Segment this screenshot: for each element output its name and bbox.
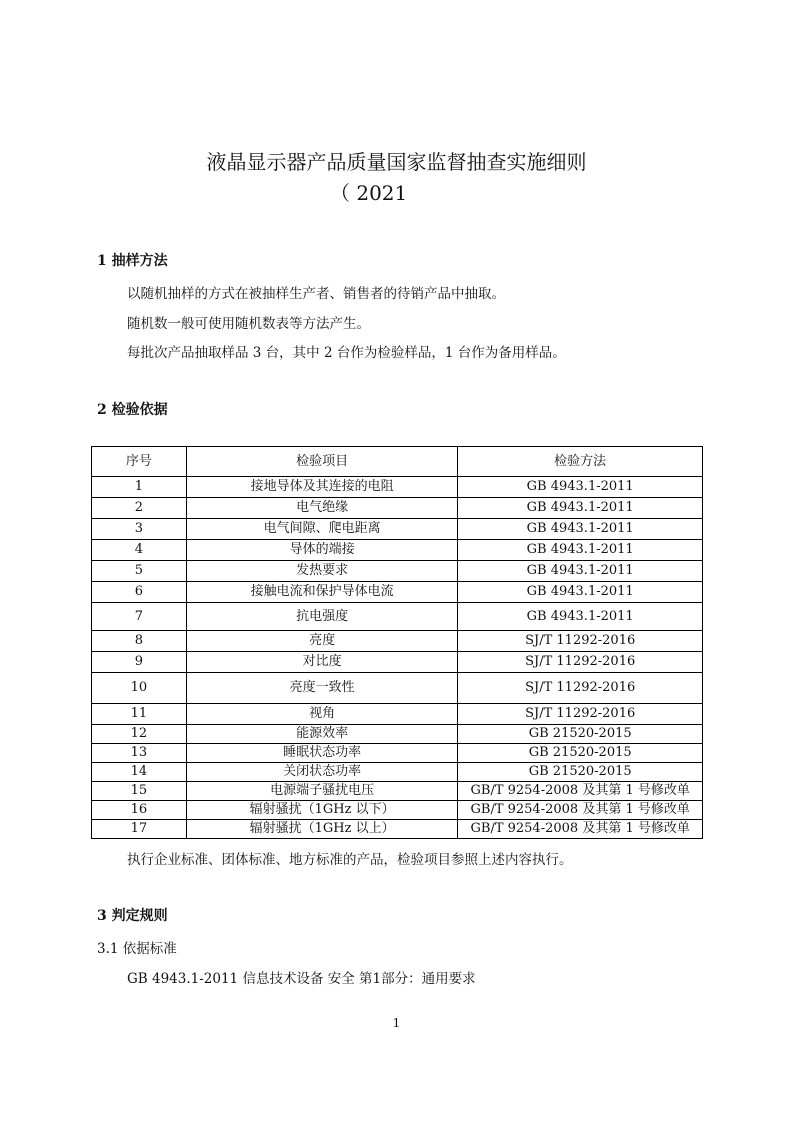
method-cell: GB 4943.1-2011 — [458, 582, 703, 603]
header-cell: 检验项目 — [186, 447, 458, 477]
table-row — [92, 603, 703, 631]
header-cell: 序号 — [92, 447, 187, 477]
item-cell: 关闭状态功率 — [186, 763, 458, 782]
method-cell: GB 21520-2015 — [458, 763, 703, 782]
section-2-heading: 2 检验依据 — [97, 402, 168, 418]
row-number-cell: 1 — [92, 477, 187, 498]
table-row — [92, 782, 703, 801]
row-number-cell: 6 — [92, 582, 187, 603]
item-cell: 能源效率 — [186, 725, 458, 744]
table-row — [92, 725, 703, 744]
item-cell: 电源端子骚扰电压 — [186, 782, 458, 801]
item-cell: 抗电强度 — [186, 603, 458, 631]
table-row — [92, 540, 703, 561]
method-cell: GB/T 9254-2008 及其第 1 号修改单 — [458, 801, 703, 820]
section-3-heading: 3 判定规则 — [97, 908, 168, 924]
table-row — [92, 519, 703, 540]
section-3-1-heading: 3.1 依据标准 — [97, 941, 177, 957]
row-number-cell: 9 — [92, 652, 187, 673]
table-row — [92, 631, 703, 652]
method-cell: GB 21520-2015 — [458, 744, 703, 763]
table-row — [92, 673, 703, 704]
table-row — [92, 763, 703, 782]
item-cell: 发热要求 — [186, 561, 458, 582]
row-number-cell: 4 — [92, 540, 187, 561]
row-number-cell: 11 — [92, 704, 187, 725]
item-cell: 亮度一致性 — [186, 673, 458, 704]
method-cell: GB/T 9254-2008 及其第 1 号修改单 — [458, 782, 703, 801]
item-cell: 亮度 — [186, 631, 458, 652]
item-cell: 辐射骚扰（1GHz 以上） — [186, 820, 458, 839]
sec1-paragraph: 以随机抽样的方式在被抽样生产者、销售者的待销产品中抽取。 — [127, 286, 505, 302]
method-cell: GB 4943.1-2011 — [458, 561, 703, 582]
method-cell: SJ/T 11292-2016 — [458, 652, 703, 673]
row-number-cell: 14 — [92, 763, 187, 782]
document-year: （ 2021 — [330, 181, 408, 205]
table-row — [92, 498, 703, 519]
row-number-cell: 12 — [92, 725, 187, 744]
row-number-cell: 3 — [92, 519, 187, 540]
row-number-cell: 16 — [92, 801, 187, 820]
item-cell: 电气间隙、爬电距离 — [186, 519, 458, 540]
row-number-cell: 5 — [92, 561, 187, 582]
row-number-cell: 7 — [92, 603, 187, 631]
method-cell: GB 4943.1-2011 — [458, 603, 703, 631]
row-number-cell: 10 — [92, 673, 187, 704]
item-cell: 睡眠状态功率 — [186, 744, 458, 763]
section-1-heading: 1 抽样方法 — [97, 253, 168, 269]
item-cell: 视角 — [186, 704, 458, 725]
sec1-paragraph: 随机数一般可使用随机数表等方法产生。 — [127, 316, 370, 332]
item-cell: 接触电流和保护导体电流 — [186, 582, 458, 603]
table-row — [92, 820, 703, 839]
table-row — [92, 561, 703, 582]
row-number-cell: 13 — [92, 744, 187, 763]
method-cell: GB 4943.1-2011 — [458, 540, 703, 561]
header-cell: 检验方法 — [458, 447, 703, 477]
method-cell: SJ/T 11292-2016 — [458, 704, 703, 725]
page-number: 1 — [392, 1016, 401, 1030]
table-row — [92, 744, 703, 763]
item-cell: 电气绝缘 — [186, 498, 458, 519]
row-number-cell: 8 — [92, 631, 187, 652]
table-row — [92, 652, 703, 673]
item-cell: 对比度 — [186, 652, 458, 673]
table-header-row — [92, 447, 703, 477]
standard-line: GB 4943.1-2011 信息技术设备 安全 第1部分：通用要求 — [127, 971, 476, 987]
item-cell: 辐射骚扰（1GHz 以下） — [186, 801, 458, 820]
sec1-paragraph: 每批次产品抽取样品 3 台，其中 2 台作为检验样品，1 台作为备用样品。 — [127, 345, 566, 361]
table-row — [92, 704, 703, 725]
row-number-cell: 2 — [92, 498, 187, 519]
method-cell: SJ/T 11292-2016 — [458, 631, 703, 652]
method-cell: GB 4943.1-2011 — [458, 498, 703, 519]
document-title: 液晶显示器产品质量国家监督抽查实施细则 — [206, 150, 587, 174]
method-cell: GB 21520-2015 — [458, 725, 703, 744]
item-cell: 导体的端接 — [186, 540, 458, 561]
table-row — [92, 582, 703, 603]
item-cell: 接地导体及其连接的电阻 — [186, 477, 458, 498]
method-cell: GB 4943.1-2011 — [458, 519, 703, 540]
sec2-note: 执行企业标准、团体标准、地方标准的产品，检验项目参照上述内容执行。 — [127, 852, 573, 868]
method-cell: GB/T 9254-2008 及其第 1 号修改单 — [458, 820, 703, 839]
row-number-cell: 15 — [92, 782, 187, 801]
row-number-cell: 17 — [92, 820, 187, 839]
table-row — [92, 477, 703, 498]
method-cell: GB 4943.1-2011 — [458, 477, 703, 498]
table-row — [92, 801, 703, 820]
method-cell: SJ/T 11292-2016 — [458, 673, 703, 704]
inspection-table — [91, 446, 703, 839]
